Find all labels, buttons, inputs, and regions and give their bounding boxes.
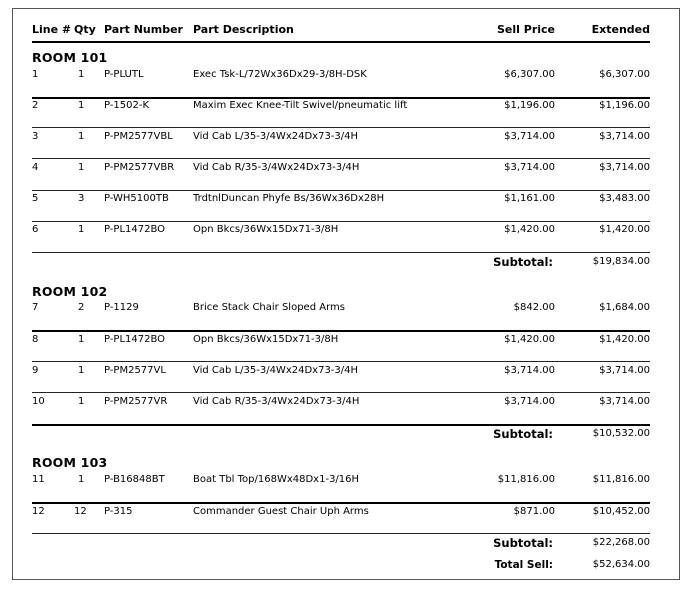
qty: 3 [78,193,85,204]
sell-price: $3,714.00 [504,162,555,173]
extended: $3,714.00 [599,365,650,376]
qty: 1 [78,474,85,485]
header-line-number: Line # [32,23,72,36]
part-description: Maxim Exec Knee-Tilt Swivel/pneumatic lift [193,100,408,111]
row-divider [32,392,650,393]
row-divider [32,533,650,534]
extended: $1,684.00 [599,302,650,313]
part-number: P-PLUTL [104,69,144,80]
subtotal-value: $19,834.00 [592,256,650,267]
header-extended: Extended [591,23,650,36]
extended: $1,420.00 [599,224,650,235]
header-qty: Qty [74,23,96,36]
sell-price: $1,161.00 [504,193,555,204]
part-number: P-1502-K [104,100,150,111]
line-number: 6 [32,224,39,235]
part-description: Vid Cab L/35-3/4Wx24Dx73-3/4H [193,365,359,376]
extended: $11,816.00 [592,474,650,485]
qty: 2 [78,302,85,313]
part-description: Vid Cab R/35-3/4Wx24Dx73-3/4H [193,396,360,407]
sell-price: $1,196.00 [504,100,555,111]
part-description: Opn Bkcs/36Wx15Dx71-3/8H [193,224,339,235]
extended: $3,714.00 [599,131,650,142]
part-description: TrdtnlDuncan Phyfe Bs/36Wx36Dx28H [193,193,385,204]
header-rule [32,41,650,43]
subtotal-label: Subtotal: [493,536,553,550]
extended: $10,452.00 [592,506,650,517]
row-divider [32,158,650,159]
part-number: P-PM2577VBR [104,162,175,173]
line-number: 2 [32,100,39,111]
qty: 1 [78,334,85,345]
part-description: Brice Stack Chair Sloped Arms [193,302,345,313]
part-description: Exec Tsk-L/72Wx36Dx29-3/8H-DSK [193,69,367,80]
room-heading: ROOM 102 [32,284,108,299]
line-number: 12 [32,506,45,517]
total-sell-value: $52,634.00 [592,559,650,570]
line-number: 8 [32,334,39,345]
qty: 1 [78,69,85,80]
part-number: P-WH5100TB [104,193,169,204]
extended: $3,714.00 [599,162,650,173]
part-number: P-1129 [104,302,139,313]
row-divider [32,127,650,128]
row-divider [32,190,650,191]
row-divider [32,252,650,253]
subtotal-label: Subtotal: [493,255,553,269]
qty: 12 [74,506,87,517]
part-number: P-B16848BT [104,474,165,485]
report-frame [12,8,680,580]
qty: 1 [78,100,85,111]
part-number: P-PL1472BO [104,334,166,345]
line-number: 1 [32,69,39,80]
qty: 1 [78,131,85,142]
sell-price: $6,307.00 [504,69,555,80]
row-divider [32,221,650,222]
extended: $1,196.00 [599,100,650,111]
room-heading: ROOM 103 [32,455,108,470]
row-divider [32,361,650,362]
subtotal-value: $22,268.00 [592,537,650,548]
sell-price: $1,420.00 [504,224,555,235]
part-number: P-315 [104,506,133,517]
part-description: Commander Guest Chair Uph Arms [193,506,369,517]
part-description: Boat Tbl Top/168Wx48Dx1-3/16H [193,474,360,485]
total-sell-label: Total Sell: [494,559,553,571]
header-part-description: Part Description [193,23,294,36]
row-divider [32,424,650,426]
extended: $3,714.00 [599,396,650,407]
subtotal-label: Subtotal: [493,427,553,441]
row-divider [32,502,650,504]
sell-price: $842.00 [513,302,555,313]
sell-price: $11,816.00 [497,474,555,485]
sell-price: $1,420.00 [504,334,555,345]
line-number: 10 [32,396,45,407]
line-number: 5 [32,193,39,204]
line-number: 11 [32,474,45,485]
extended: $6,307.00 [599,69,650,80]
sell-price: $3,714.00 [504,365,555,376]
line-number: 3 [32,131,39,142]
part-number: P-PM2577VL [104,365,166,376]
line-number: 4 [32,162,39,173]
sell-price: $3,714.00 [504,396,555,407]
line-number: 7 [32,302,39,313]
extended: $3,483.00 [599,193,650,204]
part-number: P-PM2577VBL [104,131,173,142]
sell-price: $871.00 [513,506,555,517]
part-description: Opn Bkcs/36Wx15Dx71-3/8H [193,334,339,345]
part-number: P-PL1472BO [104,224,166,235]
qty: 1 [78,224,85,235]
part-description: Vid Cab L/35-3/4Wx24Dx73-3/4H [193,131,359,142]
part-description: Vid Cab R/35-3/4Wx24Dx73-3/4H [193,162,360,173]
header-part-number: Part Number [104,23,183,36]
sell-price: $3,714.00 [504,131,555,142]
line-number: 9 [32,365,39,376]
subtotal-value: $10,532.00 [592,428,650,439]
part-number: P-PM2577VR [104,396,168,407]
qty: 1 [78,162,85,173]
header-sell-price: Sell Price [497,23,555,36]
row-divider [32,330,650,332]
extended: $1,420.00 [599,334,650,345]
qty: 1 [78,365,85,376]
row-divider [32,97,650,99]
room-heading: ROOM 101 [32,50,108,65]
qty: 1 [78,396,85,407]
